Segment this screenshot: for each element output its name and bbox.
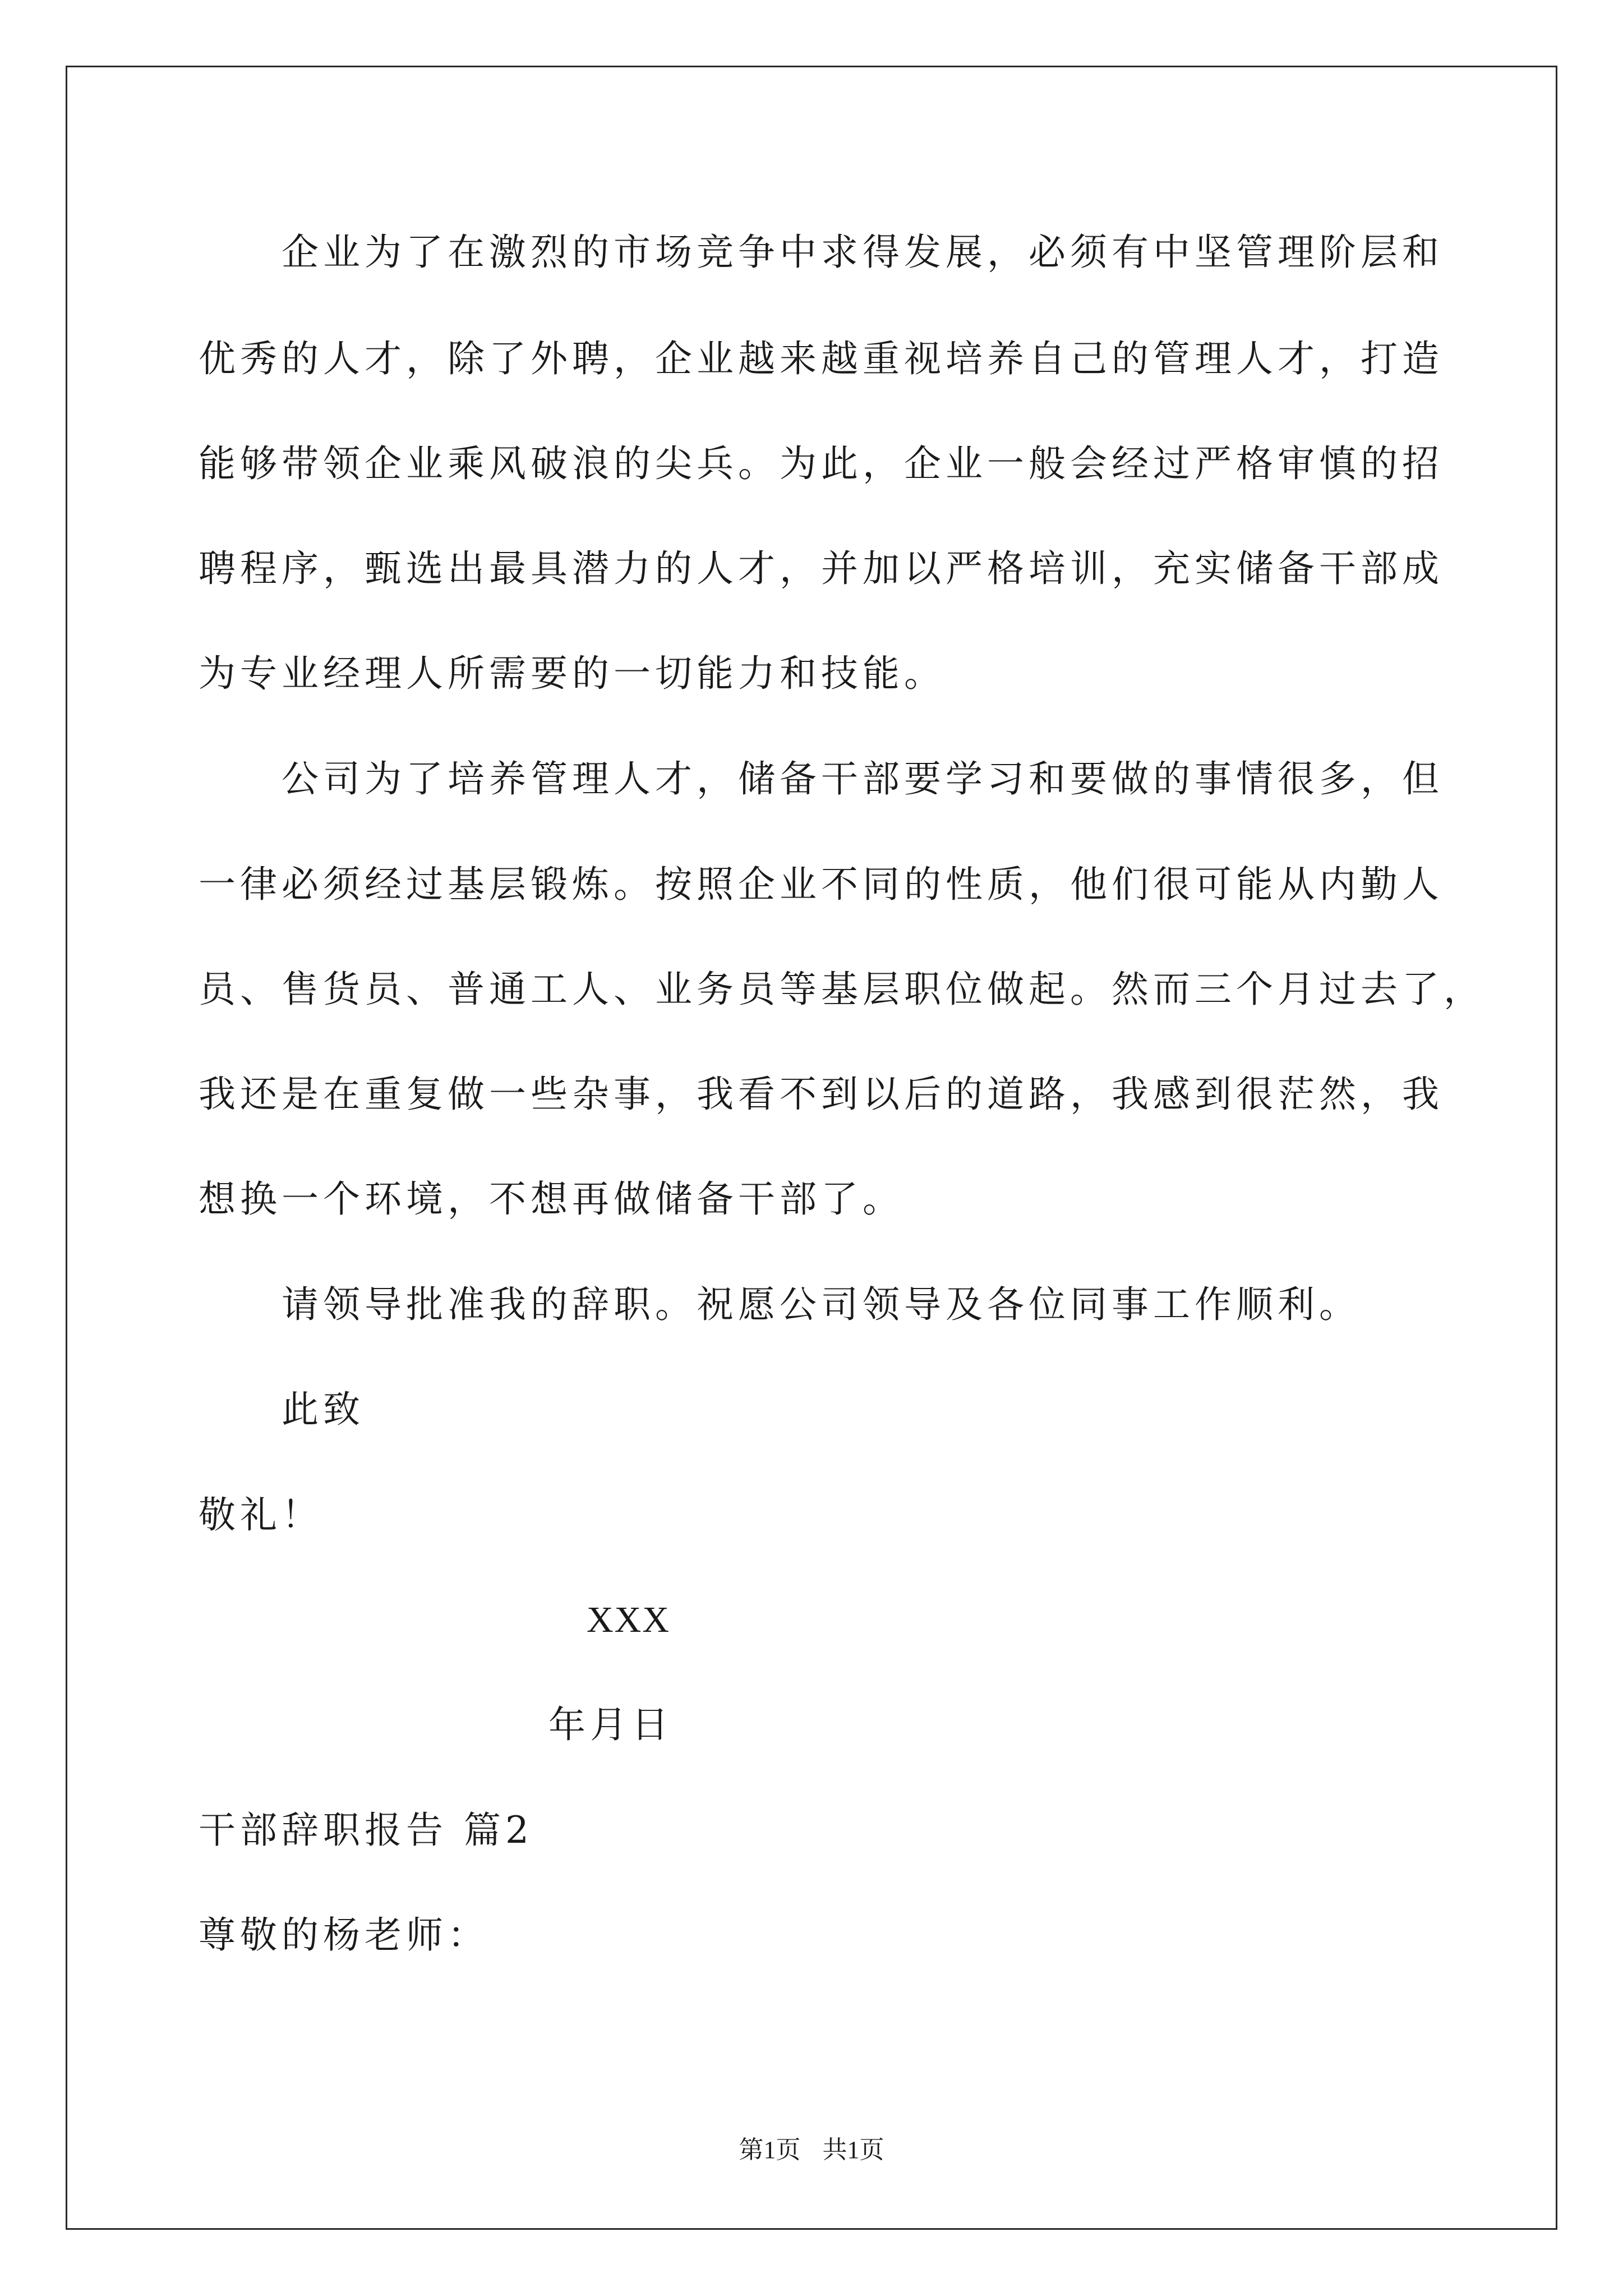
page-footer: [0, 2129, 1623, 2165]
paragraph-2-line-3: 员、售货员、普通工人、业务员等基层职位做起。然而三个月过去了，: [199, 968, 1485, 1011]
paragraph-2-line-5: 想换一个环境，不想再做储备干部了。: [199, 1177, 904, 1221]
closing-salutation: 此致: [282, 1388, 365, 1431]
paragraph-2-line-4: 我还是在重复做一些杂事，我看不到以后的道路，我感到很茫然，我: [199, 1073, 1444, 1116]
paragraph-1-line-5: 为专业经理人所需要的一切能力和技能。: [199, 652, 946, 695]
date-line: 年月日: [548, 1703, 673, 1746]
paragraph-2-line-2: 一律必须经过基层锻炼。按照企业不同的性质，他们很可能从内勤人: [199, 863, 1444, 906]
paragraph-3: 请领导批准我的辞职。祝愿公司领导及各位同事工作顺利。: [282, 1283, 1361, 1326]
paragraph-1-line-4: 聘程序，甄选出最具潜力的人才，并加以严格培训，充实储备干部成: [199, 547, 1444, 590]
page-total: 共1页: [822, 2136, 884, 2164]
paragraph-2-line-1: 公司为了培养管理人才，储备干部要学习和要做的事情很多，但: [282, 757, 1444, 800]
section-title: 干部辞职报告 篇2: [199, 1809, 533, 1852]
closing-regards: 敬礼！: [199, 1493, 323, 1536]
page-number: 第1页: [739, 2136, 801, 2164]
page-border: [66, 66, 1557, 2230]
paragraph-1-line-3: 能够带领企业乘风破浪的尖兵。为此，企业一般会经过严格审慎的招: [199, 442, 1444, 485]
paragraph-1-line-2: 优秀的人才，除了外聘，企业越来越重视培养自己的管理人才，打造: [199, 337, 1444, 380]
signature: XXX: [587, 1599, 670, 1640]
salutation: 尊敬的杨老师：: [199, 1913, 489, 1957]
paragraph-1-line-1: 企业为了在激烈的市场竞争中求得发展，必须有中坚管理阶层和: [282, 231, 1444, 274]
